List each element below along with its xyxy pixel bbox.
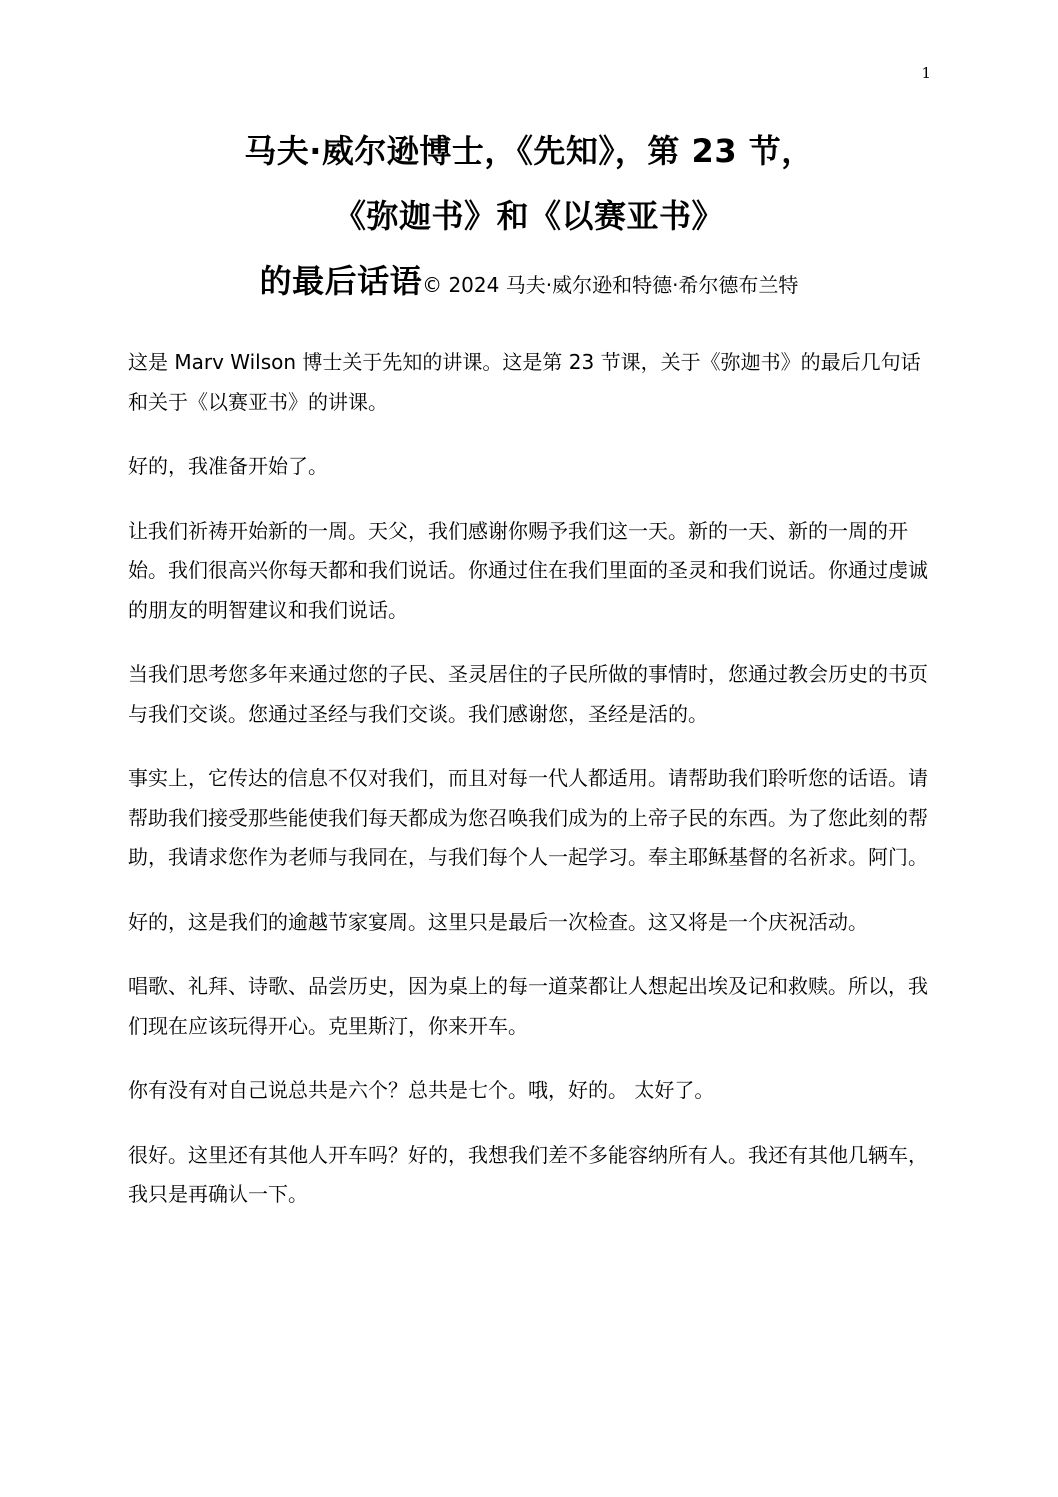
paragraph: 好的，我准备开始了。 [128, 454, 328, 478]
transcript-body [128, 343, 928, 1240]
title-line-1: 马夫·威尔逊博士，《先知》，第 23 节， [244, 132, 814, 170]
paragraph: 让我们祈祷开始新的一周。天父，我们感谢你赐予我们这一天。新的一天、新的一周的开始。我们很高兴你每天都和我们说话。你通过住在我们里面的圣灵和我们说话。你通过虔诚的朋友的明智建议和我们说话。 [128, 518, 928, 622]
title-line-3-text: 的最后话语 [259, 262, 423, 300]
title-line-2: 《弥迦书》和《以赛亚书》 [333, 197, 724, 235]
page-number: 1 [921, 64, 931, 82]
title-line-3 [0, 263, 1058, 303]
paragraph: 事实上，它传达的信息不仅对我们，而且对每一代人都适用。请帮助我们聆听您的话语。请帮助我们接受那些能使我们每天都成为您召唤我们成为的上帝子民的东西。为了您此刻的帮助，我请求您作为老师与我同在，与我们每个人一起学习。奉主耶稣基督的名祈求。阿门。 [128, 766, 928, 869]
paragraph: 好的，这是我们的逾越节家宴周。这里只是最后一次检查。这又将是一个庆祝活动。 [128, 909, 868, 934]
paragraph: 当我们思考您多年来通过您的子民、圣灵居住的子民所做的事情时，您通过教会历史的书页与我们交谈。您通过圣经与我们交谈。我们感谢您，圣经是活的。 [128, 662, 928, 726]
paragraph: 很好。这里还有其他人开车吗？好的，我想我们差不多能容纳所有人。我还有其他几辆车，我只是再确认一下。 [128, 1142, 928, 1206]
paragraph: 唱歌、礼拜、诗歌、品尝历史，因为桌上的每一道菜都让人想起出埃及记和救赎。所以，我们现在应该玩得开心。克里斯汀，你来开车。 [128, 974, 928, 1038]
copyright-notice: © 2024 马夫·威尔逊和特德·希尔德布兰特 [422, 273, 799, 297]
paragraph: 这是 Marv Wilson 博士关于先知的讲课。这是第 23 节课，关于《弥迦书》的最后几句话和关于《以赛亚书》的讲课。 [128, 350, 921, 414]
paragraph: 你有没有对自己说总共是六个？总共是七个。哦，好的。 太好了。 [128, 1078, 715, 1102]
document-title [0, 133, 1058, 303]
